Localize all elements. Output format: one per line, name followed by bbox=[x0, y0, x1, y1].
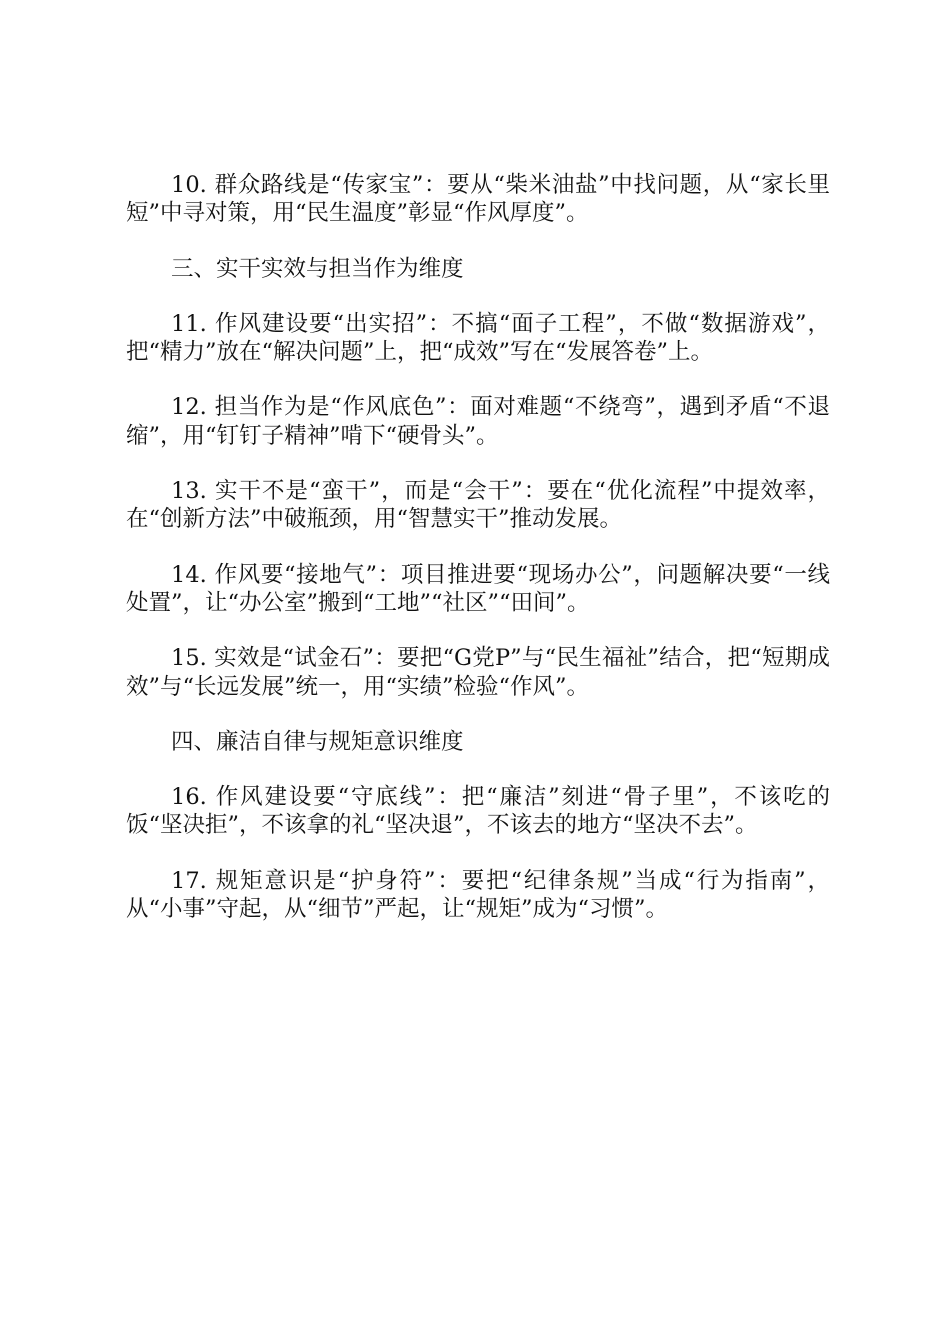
section-heading-3: 三、实干实效与担当作为维度 bbox=[171, 255, 464, 282]
paragraph-13: 13. 实干不是“蛮干”，而是“会干”：要在“优化流程”中提效率，在“创新方法”中破瓶颈，用“智慧实干”推动发展。 bbox=[126, 478, 830, 533]
section-heading-4: 四、廉洁自律与规矩意识维度 bbox=[171, 728, 464, 755]
paragraph-14: 14. 作风要“接地气”：项目推进要“现场办公”，问题解决要“一线处置”，让“办公室”搬到“工地”“社区”“田间”。 bbox=[126, 561, 830, 616]
document-page bbox=[126, 171, 830, 950]
paragraph-10: 10. 群众路线是“传家宝”：要从“柴米油盐”中找问题，从“家长里短”中寻对策，用“民生温度”彰显“作风厚度”。 bbox=[126, 172, 830, 227]
paragraph-12: 12. 担当作为是“作风底色”：面对难题“不绕弯”，遇到矛盾“不退缩”，用“钉钉子精神”啃下“硬骨头”。 bbox=[126, 394, 830, 449]
paragraph-16: 16. 作风建设要“守底线”：把“廉洁”刻进“骨子里”，不该吃的饭“坚决拒”，不该拿的礼“坚决退”，不该去的地方“坚决不去”。 bbox=[126, 784, 830, 839]
paragraph-17: 17. 规矩意识是“护身符”：要把“纪律条规”当成“行为指南”，从“小事”守起，从“细节”严起，让“规矩”成为“习惯”。 bbox=[126, 867, 830, 923]
paragraph-15: 15. 实效是“试金石”：要把“G党P”与“民生福祉”结合，把“短期成效”与“长远发展”统一，用“实绩”检验“作风”。 bbox=[126, 645, 830, 700]
paragraph-11: 11. 作风建设要“出实招”：不搞“面子工程”，不做“数据游戏”，把“精力”放在“解决问题”上，把“成效”写在“发展答卷”上。 bbox=[126, 310, 830, 366]
